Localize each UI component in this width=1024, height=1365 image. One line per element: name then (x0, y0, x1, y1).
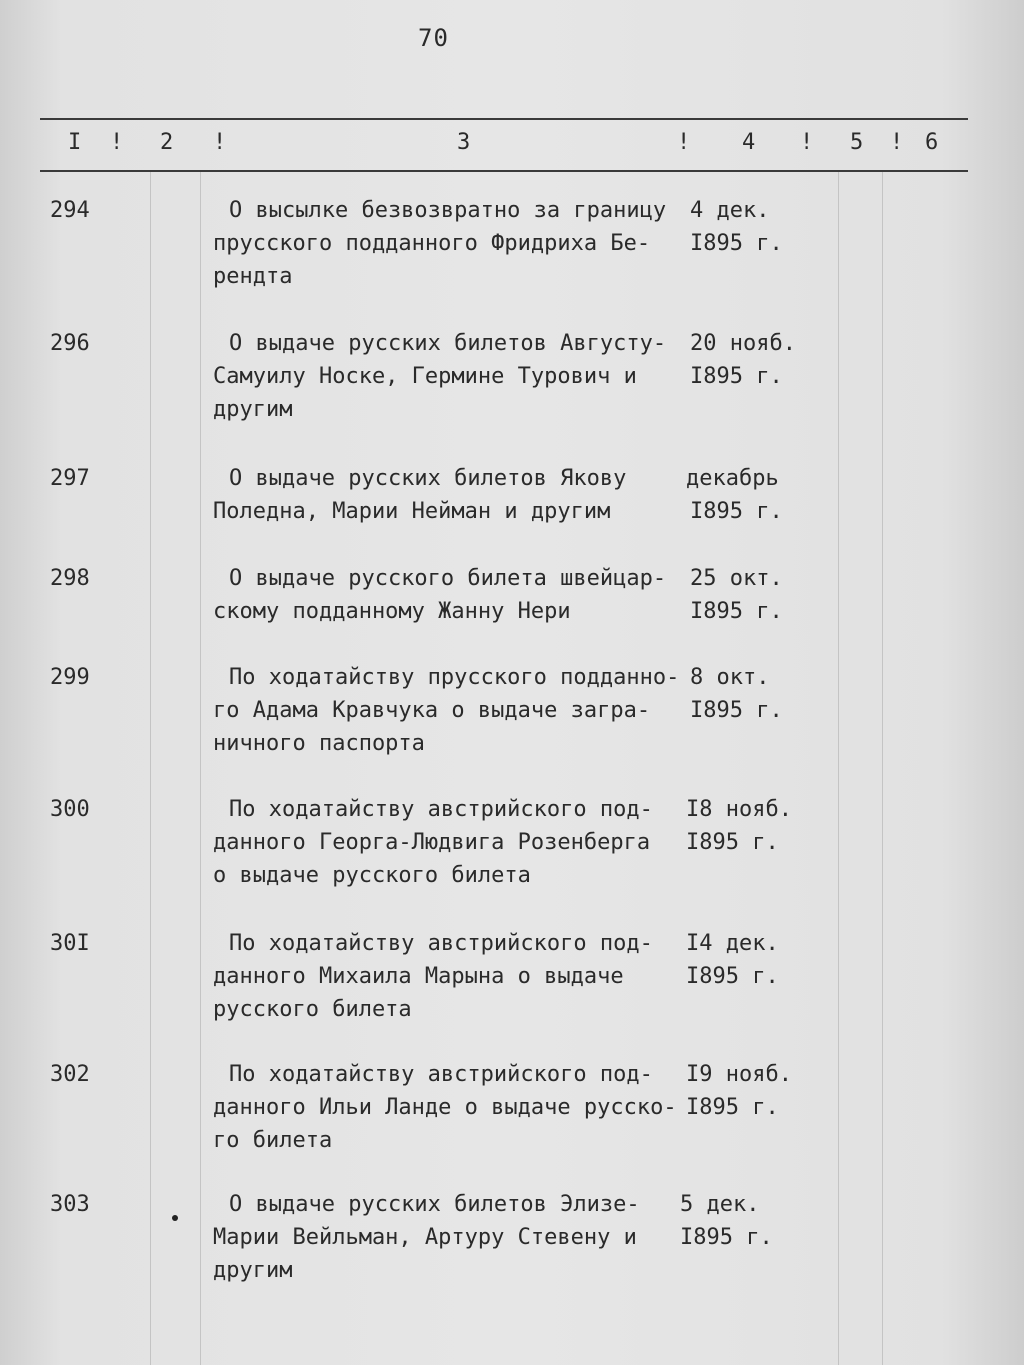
column-separator: ! (800, 130, 814, 155)
entry-year: I895 г. (686, 1095, 779, 1120)
entry-text-line: прусского подданного Фридриха Бе- (213, 231, 651, 256)
column-header-3: 3 (457, 130, 471, 155)
header-rule-top (40, 118, 968, 120)
entry-date: 25 окт. (690, 566, 783, 591)
entry-date: 4 дек. (690, 198, 770, 223)
page-number: 70 (418, 24, 449, 52)
entry-date: 5 дек. (680, 1192, 760, 1217)
column-separator: ! (213, 130, 227, 155)
entry-number: 300 (50, 797, 90, 822)
entry-date: 8 окт. (690, 665, 770, 690)
entry-number: 296 (50, 331, 90, 356)
entry-text-line: О выдаче русских билетов Якову (229, 466, 627, 491)
entry-text-line: данного Ильи Ланде о выдаче русско- (213, 1095, 677, 1120)
entry-text-line: скому подданному Жанну Нери (213, 599, 571, 624)
entry-text-line: русского билета (213, 997, 412, 1022)
entry-text-line: О выдаче русского билета швейцар- (229, 566, 667, 591)
entry-text-line: го билета (213, 1128, 333, 1153)
entry-text-line: ничного паспорта (213, 731, 425, 756)
column-divider (882, 172, 883, 1365)
column-header-2: 2 (160, 130, 174, 155)
entry-text-line: По ходатайству австрийского под- (229, 797, 653, 822)
column-header-1: I (68, 130, 82, 155)
entry-text-line: О высылке безвозвратно за границу (229, 198, 667, 223)
entry-text-line: Марии Вейльман, Артуру Стевену и (213, 1225, 637, 1250)
entry-year: I895 г. (690, 698, 783, 723)
column-header-4: 4 (742, 130, 756, 155)
entry-text-line: Поледна, Марии Нейман и другим (213, 499, 611, 524)
entry-text-line: О выдаче русских билетов Августу- (229, 331, 667, 356)
entry-date: декабрь (686, 466, 779, 491)
entry-number: 298 (50, 566, 90, 591)
entry-text-line: данного Георга-Людвига Розенберга (213, 830, 651, 855)
entry-number: 299 (50, 665, 90, 690)
entry-number: 294 (50, 198, 90, 223)
entry-text-line: другим (213, 397, 293, 422)
column-separator: ! (677, 130, 691, 155)
entry-number: 297 (50, 466, 90, 491)
column-header-5: 5 (850, 130, 864, 155)
entry-year: I895 г. (690, 599, 783, 624)
entry-number: 30I (50, 931, 90, 956)
entry-text-line: рендта (213, 264, 293, 289)
column-divider (200, 172, 201, 1365)
entry-number: 302 (50, 1062, 90, 1087)
entry-text-line: По ходатайству австрийского под- (229, 931, 653, 956)
entry-date: 20 нояб. (690, 331, 796, 356)
column-header-6: 6 (925, 130, 939, 155)
entry-date: I8 нояб. (686, 797, 792, 822)
entry-year: I895 г. (690, 231, 783, 256)
entry-year: I895 г. (686, 830, 779, 855)
entry-text-line: О выдаче русских билетов Элизе- (229, 1192, 640, 1217)
entry-text-line: о выдаче русского билета (213, 863, 531, 888)
column-divider (838, 172, 839, 1365)
entry-date: I4 дек. (686, 931, 779, 956)
entry-text-line: го Адама Кравчука о выдаче загра- (213, 698, 651, 723)
entry-text-line: другим (213, 1258, 293, 1283)
entry-text-line: По ходатайству прусского подданно- (229, 665, 680, 690)
entry-year: I895 г. (680, 1225, 773, 1250)
entry-text-line: По ходатайству австрийского под- (229, 1062, 653, 1087)
ink-dot (172, 1215, 178, 1221)
column-separator: ! (110, 130, 124, 155)
column-separator: ! (890, 130, 904, 155)
entry-number: 303 (50, 1192, 90, 1217)
header-rule-bottom (40, 170, 968, 172)
column-divider (150, 172, 151, 1365)
entry-text-line: Самуилу Носке, Гермине Турович и (213, 364, 637, 389)
entry-year: I895 г. (686, 964, 779, 989)
entry-year: I895 г. (690, 499, 783, 524)
entry-text-line: данного Михаила Марына о выдаче (213, 964, 624, 989)
entry-date: I9 нояб. (686, 1062, 792, 1087)
entry-year: I895 г. (690, 364, 783, 389)
